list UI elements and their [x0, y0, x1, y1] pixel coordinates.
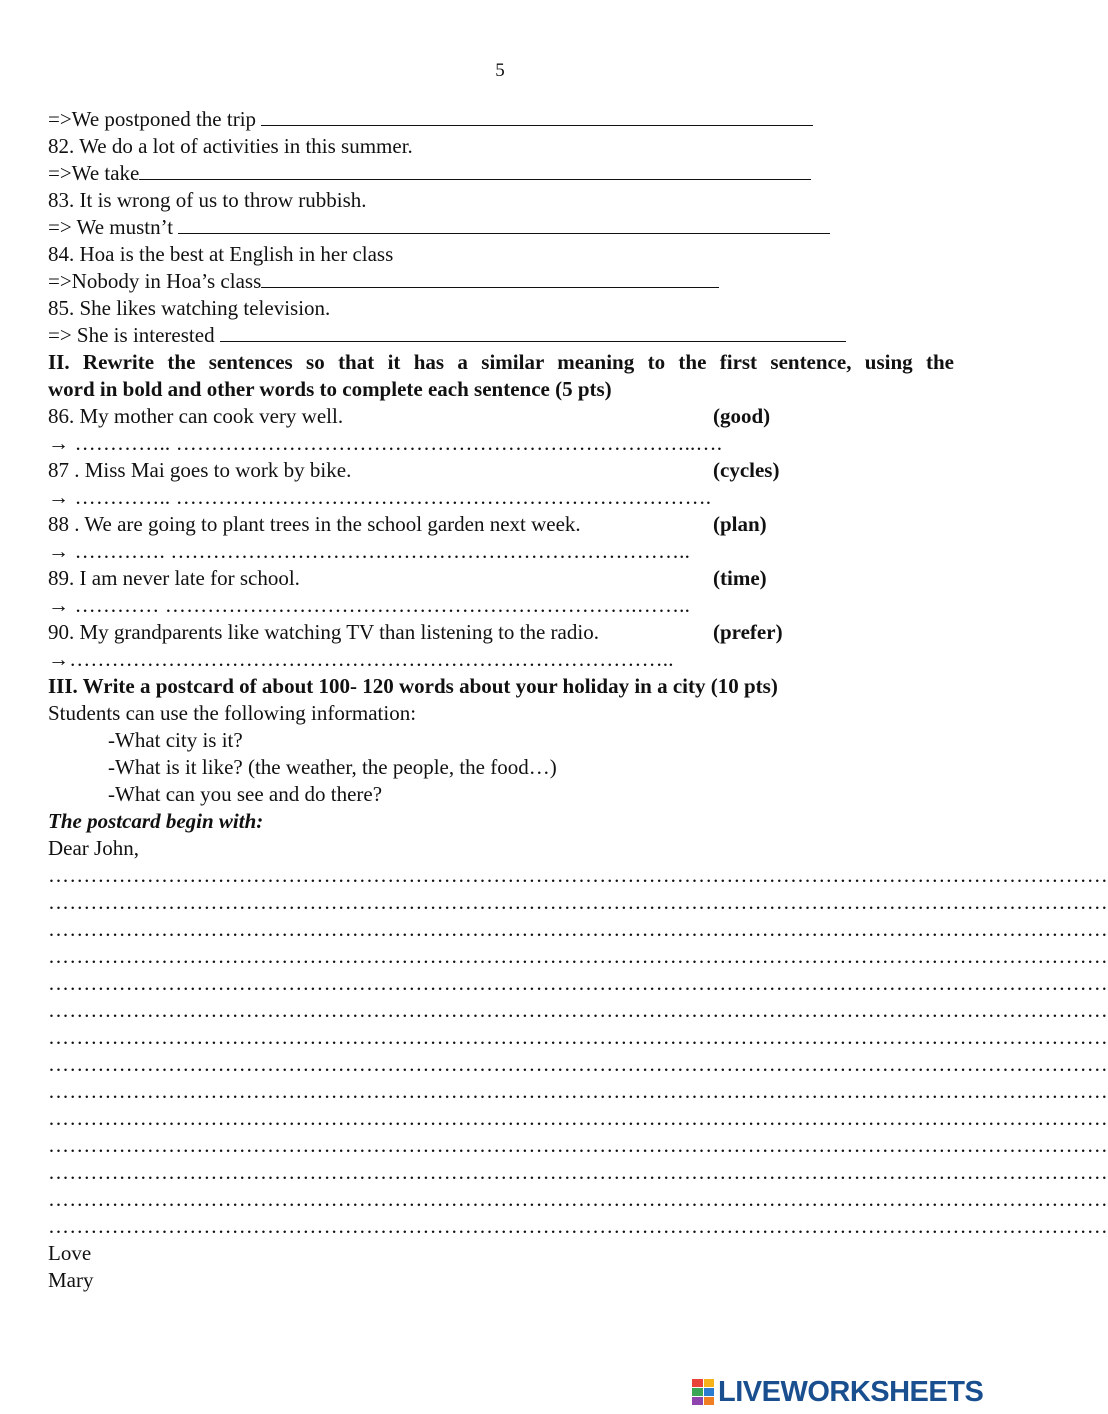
item-answer-line[interactable]: →…………………………………………………………………………..: [48, 647, 674, 671]
logo-block: [704, 1397, 715, 1405]
logo-block: [704, 1379, 715, 1387]
item-keyword: (good): [713, 404, 771, 428]
writing-line[interactable]: ……………………………………………………………………………………………………………………………………: [48, 1133, 1108, 1157]
writing-line[interactable]: ……………………………………………………………………………………………………………………………………: [48, 998, 1108, 1022]
answer-blank[interactable]: [261, 107, 813, 126]
section2-items: [48, 403, 954, 673]
answer-blank[interactable]: [139, 161, 811, 180]
rewrite-answer-line: [48, 268, 954, 295]
writing-line[interactable]: ……………………………………………………………………………………………………………………………………: [48, 1187, 1108, 1211]
writing-line[interactable]: ……………………………………………………………………………………………………………………………………: [48, 1025, 1108, 1049]
writing-line[interactable]: ……………………………………………………………………………………………………………………………………: [48, 1052, 1108, 1076]
item-answer-line[interactable]: → ………… ………………………………………………………….……..: [48, 593, 691, 617]
line-text: 82. We do a lot of activities in this summer.: [48, 134, 413, 158]
item-keyword: (prefer): [713, 620, 783, 644]
rewrite-item: [48, 403, 954, 430]
logo-block: [704, 1388, 715, 1396]
line-text: => She is interested: [48, 323, 220, 347]
postcard-begin-label: The postcard begin with:: [48, 809, 264, 833]
logo-block: [692, 1397, 703, 1405]
writing-line[interactable]: ……………………………………………………………………………………………………………………………………: [48, 944, 1108, 968]
item-answer-line[interactable]: → …………. ………………………………………………………………..: [48, 539, 691, 563]
writing-line[interactable]: ……………………………………………………………………………………………………………………………………: [48, 863, 1108, 887]
writing-line[interactable]: ……………………………………………………………………………………………………………………………………: [48, 971, 1108, 995]
item-sentence: 88 . We are going to plant trees in the school garden next week.: [48, 512, 581, 536]
item-sentence: 86. My mother can cook very well.: [48, 404, 344, 428]
logo-block: [692, 1379, 703, 1387]
rewrite-item: [48, 619, 954, 646]
item-answer-line[interactable]: → ………….. ………………………………………………………………..….: [48, 431, 723, 455]
postcard-closing: Love: [48, 1241, 92, 1265]
postcard-prompt: -What can you see and do there?: [108, 782, 383, 806]
part1-continuation: [48, 106, 954, 349]
rewrite-question: [48, 295, 954, 322]
writing-line[interactable]: ……………………………………………………………………………………………………………………………………: [48, 1214, 1108, 1238]
rewrite-answer-line: [48, 160, 954, 187]
section3-heading: III. Write a postcard of about 100- 120 words about your holiday in a city (10 pts): [48, 674, 778, 698]
answer-blank[interactable]: [178, 215, 830, 234]
postcard-salutation: Dear John,: [48, 836, 139, 860]
section3-intro: Students can use the following information:: [48, 701, 417, 725]
page-number: 5: [495, 60, 505, 81]
writing-line[interactable]: ……………………………………………………………………………………………………………………………………: [48, 890, 1108, 914]
logo-block: [692, 1388, 703, 1396]
postcard-prompt: -What is it like? (the weather, the people, the food…): [108, 755, 557, 779]
answer-blank[interactable]: [220, 323, 846, 342]
section2-heading-line1: II. Rewrite the sentences so that it has a similar meaning to the first sentence, using the: [48, 350, 954, 374]
worksheet-content: [48, 106, 1108, 1294]
line-text: 85. She likes watching television.: [48, 296, 331, 320]
postcard-writing-area[interactable]: [48, 862, 1108, 1240]
rewrite-item: [48, 511, 954, 538]
postcard-prompt: -What city is it?: [108, 728, 243, 752]
line-text: 83. It is wrong of us to throw rubbish.: [48, 188, 367, 212]
postcard-signature: Mary: [48, 1268, 94, 1292]
line-text: 84. Hoa is the best at English in her class: [48, 242, 394, 266]
section2-heading-line2: word in bold and other words to complete each sentence (5 pts): [48, 377, 612, 401]
item-sentence: 89. I am never late for school.: [48, 566, 300, 590]
item-keyword: (plan): [713, 512, 767, 536]
line-text: =>Nobody in Hoa’s class: [48, 269, 262, 293]
section3-prompts: [48, 727, 954, 808]
item-keyword: (time): [713, 566, 767, 590]
rewrite-item: [48, 565, 954, 592]
liveworksheets-watermark: [692, 1375, 983, 1409]
liveworksheets-logo-icon: [692, 1379, 714, 1405]
writing-line[interactable]: ……………………………………………………………………………………………………………………………………: [48, 1079, 1108, 1103]
rewrite-question: [48, 241, 954, 268]
item-answer-line[interactable]: → ………….. ………………………………………………………………….: [48, 485, 712, 509]
writing-line[interactable]: ……………………………………………………………………………………………………………………………………: [48, 1160, 1108, 1184]
answer-blank[interactable]: [261, 269, 719, 288]
rewrite-answer-line: [48, 322, 954, 349]
watermark-text: LIVEWORKSHEETS: [718, 1375, 984, 1408]
line-text: =>We take: [48, 161, 140, 185]
item-sentence: 87 . Miss Mai goes to work by bike.: [48, 458, 352, 482]
line-text: => We mustn’t: [48, 215, 179, 239]
rewrite-answer-line: [48, 214, 954, 241]
rewrite-question: [48, 133, 954, 160]
line-text: =>We postponed the trip: [48, 107, 262, 131]
writing-line[interactable]: ……………………………………………………………………………………………………………………………………: [48, 1106, 1108, 1130]
rewrite-answer-line: [48, 106, 954, 133]
rewrite-question: [48, 187, 954, 214]
writing-line[interactable]: ……………………………………………………………………………………………………………………………………: [48, 917, 1108, 941]
rewrite-item: [48, 457, 954, 484]
item-sentence: 90. My grandparents like watching TV than listening to the radio.: [48, 620, 599, 644]
item-keyword: (cycles): [713, 458, 780, 482]
